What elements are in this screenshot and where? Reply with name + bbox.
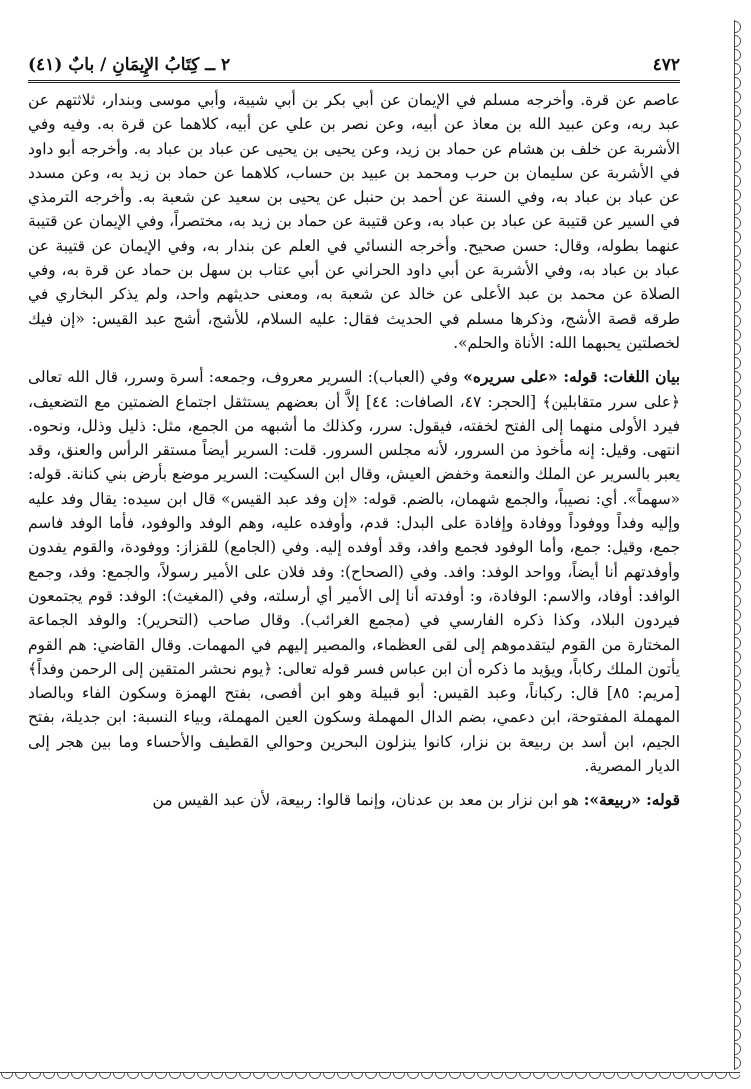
decorative-border-right <box>734 20 749 1070</box>
decorative-border-bottom <box>0 1072 740 1087</box>
paragraph-1-text: عاصم عن قرة. وأخرجه مسلم في الإيمان عن أبي بكر بن أبي شيبة، وأبي موسى وبندار، ثلاثتهم عن عبد ربه، وعن عبيد الله بن معاذ عن أبيه، وعن نصر بن علي عن أبيه، كلاهما عن قرة به. وفيه وفي الأشربة عن خلف بن هشام عن حماد بن زيد، وعن يحيى بن يحيى عن عباد بن عباد به. وأخرجه أبو داود في الأشربة عن سليمان بن حرب ومحمد بن عبيد بن حساب، كلاهما عن حماد بن زيد به، وعن مسدد عن عباد بن عباد به، وفي السنة عن أحمد بن حنبل عن يحيى بن سعيد عن شعبة به. وأخرجه الترمذي في السير عن قتيبة عن عباد بن عباد به، وعن قتيبة عن حماد بن زيد به، مختصراً، وفي الإيمان عن قتيبة عنهما بطوله، وقال: حسن صحيح. وأخرجه النسائي في العلم عن بندار به، وفي الإيمان عن قتيبة عن عباد بن عباد به، وفي الأشربة عن أبي داود الحراني عن أبي عتاب بن سهل بن حماد عن قرة به، وفي الصلاة عن محمد بن عبد الأعلى عن خالد عن شعبة به، ومعنى حديثهم واحد، ولم يذكر البخاري في طرقه قصة الأشج، وذكرها مسلم في الحديث فقال: عليه السلام، للأشج، أشج عبد القيس: «إن فيك لخصلتين يحبهما الله: الأناة والحلم». <box>28 91 680 352</box>
paragraph-3-text: هو ابن نزار بن معد بن عدنان، وإنما قالوا: ربيعة، لأن عبد القيس من <box>152 791 584 810</box>
paragraph-3 <box>28 788 680 812</box>
paragraph-2-text: وفي (العباب): السرير معروف، وجمعه: أسرة وسرر، قال الله تعالى ﴿على سرر متقابلين﴾ [الحجر: ٤٧، الصافات: ٤٤] إلاَّ أن بعضهم يستثقل اجتماع الضمتين مع التضعيف، فيرد الأولى منهما إلى الفتح لخفته، فيقول: سرر، وكذلك ما أشبهه من الجمع، مثل: ذليل وذلل، ونحوه. انتهى. وقيل: إنه مأخوذ من السرور، لأنه مجلس السرور. قلت: السرير أيضاً مستقر الرأس والعنق، وقد يعبر بالسرير عن الملك والنعمة وخفض العيش، وقال ابن السكيت: السرير موضع بأرض بني كنانة. قوله: «سهماً». أي: نصيباً، والجمع شهمان، بالضم. قوله: «إن وفد عبد القيس» قال ابن سيده: يقال وفد عليه وإليه وفداً ووفوداً ووفادة وإفادة على البدل: قدم، وأوفده عليه، وهم الوفد والوفود، فأما الوفد فاسم جمع، وقيل: جمع، وأما الوفود فجمع وافد، وقد أوفده إليه. وفي (الجامع) للقزاز: ووفودة، والقوم يفدون وأوفدتهم أنا أيضاً، وواحد الوفد: وافد. وفي (الصحاح): وفد فلان على الأمير رسولاً، والجمع: وفد، وجمع الوافد: أوفاد، والاسم: الوفادة، و: أوفدته أنا إلى الأمير أي أرسلته، وفي (المغيث): الوفد: قوم يجتمعون فيردون البلاد، وكذا ذكره الفارسي في (مجمع الغرائب). وقال صاحب (التحرير): والوفد الجماعة المختارة من القوم ليتقدموهم إلى لقى العظماء، والمصير إليهم في المهمات. وقال القاضي: هم القوم يأتون الملك ركاباً، ويؤيد ما ذكره أن ابن عباس فسر قوله تعالى: ﴿يوم نحشر المتقين إلى الرحمن وفداً﴾ [مريم: ٨٥] قال: ركباناً، وعبد القيس: أبو قبيلة وهو ابن أفصى، بفتح الهمزة وسكون الفاء وبالصاد المهملة المفتوحة، ابن دعمي، بضم الدال المهملة وسكون العين المهملة، وبياء النسبة: ابن جديلة، بفتح الجيم، ابن أسد بن ربيعة بن نزار، كانوا ينزلون البحرين وحوالي القطيف والأحساء وما بين هجر إلى الديار المصرية. <box>28 368 680 776</box>
paragraph-2 <box>28 365 680 778</box>
header-rule <box>28 80 680 83</box>
paragraph-3-lead: قوله: «ربيعة»: <box>583 791 680 810</box>
page-header <box>28 52 680 78</box>
paragraph-2-lead: بيان اللغات: قوله: «على سريره» <box>463 368 680 387</box>
running-title: ٢ ــ كِتَابُ الإِيمَانِ / بابٌ (٤١) <box>28 55 231 75</box>
page-number: ٤٧٢ <box>652 55 680 75</box>
paragraph-1 <box>28 88 680 355</box>
page-body <box>28 88 680 813</box>
